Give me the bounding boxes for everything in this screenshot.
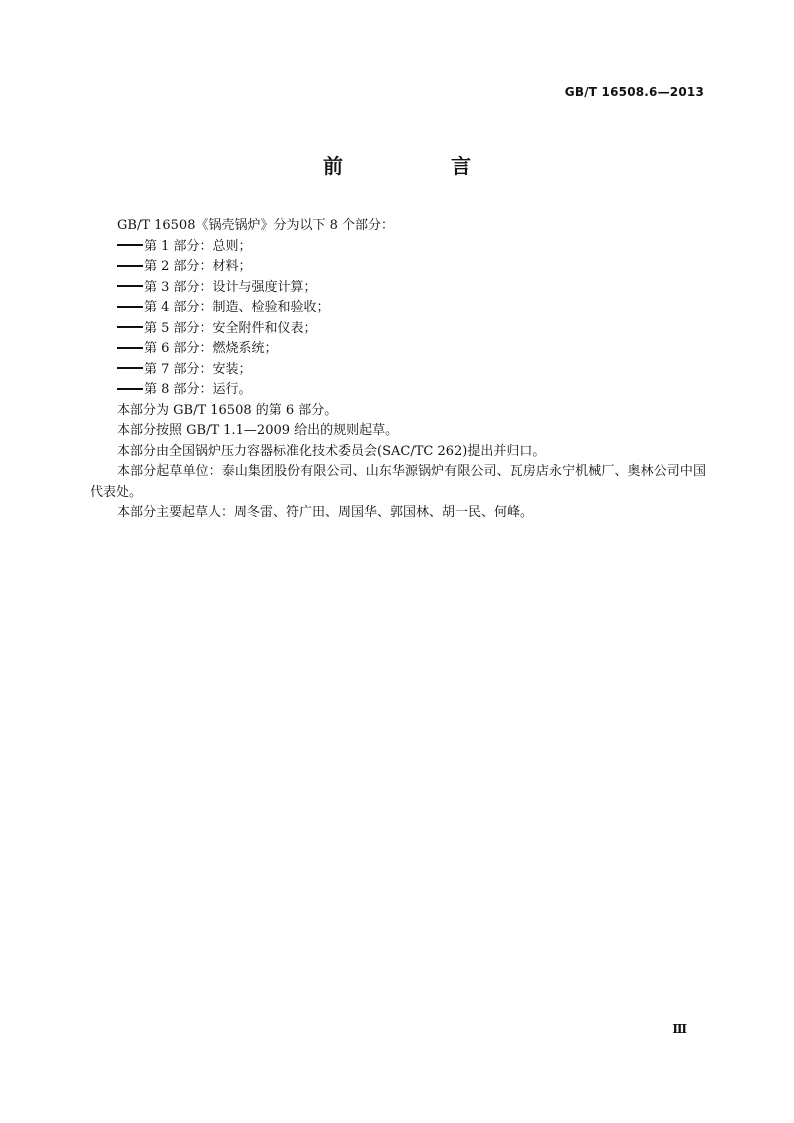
list-item — [90, 319, 706, 340]
dash-marker — [117, 244, 143, 246]
dash-marker — [117, 388, 143, 390]
list-item — [90, 257, 706, 278]
standard-number-header: GB/T 16508.6—2013 — [564, 85, 704, 99]
list-item-text: 第 7 部分：安装； — [144, 361, 252, 377]
foreword-body — [90, 216, 706, 524]
list-item-text: 第 8 部分：运行。 — [144, 382, 252, 397]
dash-marker — [117, 347, 143, 349]
list-item — [90, 380, 706, 401]
list-item — [90, 360, 706, 381]
drafting-units-paragraph: 本部分起草单位：泰山集团股份有限公司、山东华源锅炉有限公司、瓦房店永宁机械厂、奥林公司中国代表处。 — [90, 464, 706, 500]
dash-marker — [117, 326, 143, 328]
intro-paragraph: GB/T 16508《锅壳锅炉》分为以下 8 个部分： — [117, 218, 395, 233]
proposer-paragraph: 本部分由全国锅炉压力容器标准化技术委员会(SAC/TC 262)提出并归口。 — [117, 443, 546, 459]
dash-marker — [117, 367, 143, 369]
list-item-text: 第 5 部分：安全附件和仪表； — [144, 320, 317, 336]
list-item-text: 第 4 部分：制造、检验和验收； — [144, 300, 330, 315]
list-item — [90, 237, 706, 258]
list-item — [90, 339, 706, 360]
page-title: 前 言 — [323, 154, 515, 178]
dash-marker — [117, 265, 143, 267]
list-item-text: 第 6 部分：燃烧系统； — [144, 341, 278, 356]
dash-marker — [117, 285, 143, 287]
dash-marker — [117, 306, 143, 308]
drafters-paragraph: 本部分主要起草人：周冬雷、符广田、周国华、郭国林、胡一民、何峰。 — [117, 505, 534, 520]
list-item — [90, 278, 706, 299]
list-item — [90, 298, 706, 319]
page-number: Ⅲ — [672, 1022, 687, 1036]
list-item-text: 第 3 部分：设计与强度计算； — [144, 279, 317, 295]
list-item-text: 第 1 部分：总则； — [144, 238, 252, 254]
list-item-text: 第 2 部分：材料； — [144, 259, 252, 274]
drafting-rules-paragraph: 本部分按照 GB/T 1.1—2009 给出的规则起草。 — [117, 423, 399, 438]
part-statement-paragraph: 本部分为 GB/T 16508 的第 6 部分。 — [117, 402, 338, 418]
